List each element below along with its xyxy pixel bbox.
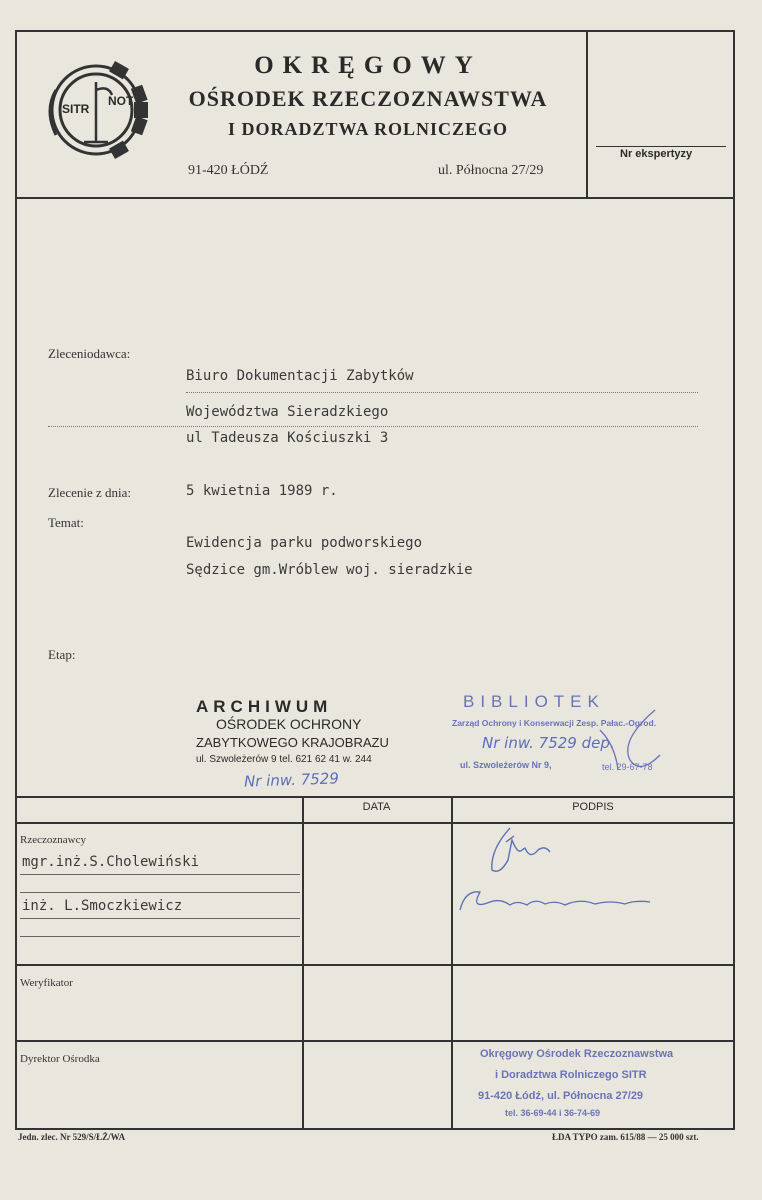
header-title-3: I DORADZTWA ROLNICZEGO [227,119,509,139]
header-bottom-line [15,197,735,199]
expert-row-line [20,918,300,919]
dotted-line [48,426,698,427]
header-title-1: OKRĘGOWY [254,52,482,79]
director-label: Dyrektor Ośrodka [20,1053,100,1065]
expertise-number-label: Nr ekspertyzy [620,148,693,160]
table-col-divider [451,796,453,1130]
table-header-date: DATA [362,801,391,813]
office-stamp-line-2: i Doradztwa Rolniczego SITR [495,1069,647,1081]
archive-stamp-line-2: ZABYTKOWEGO KRAJOBRAZU [196,735,389,750]
library-stamp-scribble [560,700,670,780]
order-date-value: 5 kwietnia 1989 r. [186,483,338,499]
logo-text-sitr: SITR [62,102,90,116]
library-stamp-line-3: tel. 29-67-78 [602,762,653,772]
library-stamp-title: BIBLIOTEK [463,692,605,711]
experts-label: Rzeczoznawcy [20,834,86,846]
archive-inventory-handwritten: Nr inw. 7529 [243,769,340,791]
table-top-line [15,796,735,798]
dotted-line [186,392,698,393]
header-street: ul. Północna 27/29 [438,163,544,178]
header-title-2: OŚRODEK RZECZOZNAWSTWA [188,86,548,111]
order-date-label: Zlecenie z dnia: [48,485,132,500]
footer-left: Jedn. zlec. Nr 529/S/ŁŻ/WA [18,1132,126,1142]
signature-expert-2 [455,880,675,920]
expert-row-line [20,936,300,937]
client-line-3: ul Tadeusza Kościuszki 3 [186,430,389,446]
stage-label: Etap: [48,647,76,662]
signature-expert-1 [470,820,580,880]
expertise-number-line [596,146,726,147]
header-divider [586,30,588,198]
expert-2-name: inż. L.Smoczkiewicz [22,898,183,914]
archive-stamp-line-1: OŚRODEK OCHRONY [216,716,362,732]
header-city: 91-420 ŁÓDŹ [188,163,269,178]
topic-line-1: Ewidencja parku podworskiego [186,535,423,551]
archive-stamp-title: ARCHIWUM [196,697,333,716]
table-row-line [15,964,735,966]
topic-label: Temat: [48,515,84,530]
topic-line-2: Sędzice gm.Wróblew woj. sieradzkie [186,562,473,578]
archive-stamp-line-3: ul. Szwoleżerów 9 tel. 621 62 41 w. 244 [196,754,372,765]
table-row-line [15,1040,735,1042]
library-stamp-line-2: ul. Szwoleżerów Nr 9, [460,760,552,770]
expert-1-name: mgr.inż.S.Cholewiński [22,854,200,870]
verifier-label: Weryfikator [20,977,73,989]
library-inventory-handwritten: Nr inw. 7529 dep. [482,734,615,752]
expert-row-line [20,874,300,875]
office-stamp-line-3: 91-420 Łódź, ul. Północna 27/29 [478,1090,644,1102]
table-header-line [15,822,735,824]
client-label: Zleceniodawca: [48,346,131,361]
table-header-signature: PODPIS [572,801,614,813]
expert-row-line [20,892,300,893]
logo-text-not: NOT [108,94,134,108]
office-stamp-line-4: tel. 36-69-44 i 36-74-69 [505,1108,601,1118]
sitr-not-logo [36,50,156,170]
client-line-1: Biuro Dokumentacji Zabytków [186,368,414,384]
library-stamp-line-1: Zarząd Ochrony i Konserwacji Zesp. Pałac.-Ogrod. [452,718,657,728]
client-line-2: Województwa Sieradzkiego [186,404,389,420]
gear-icon [36,50,156,170]
footer-right: ŁDA TYPO zam. 615/88 — 25 000 szt. [552,1132,699,1142]
table-col-divider [302,796,304,1130]
office-stamp-line-1: Okręgowy Ośrodek Rzeczoznawstwa [480,1048,674,1060]
